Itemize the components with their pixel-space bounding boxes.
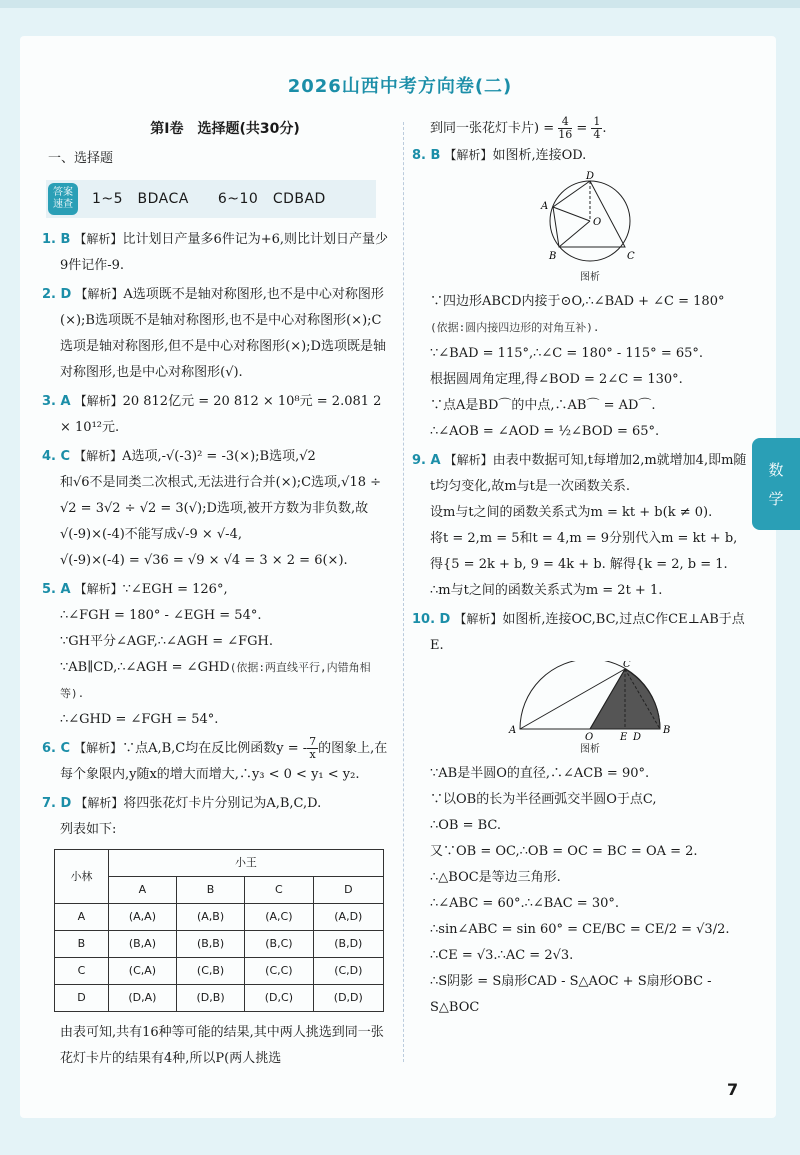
analysis-tag: 【解析】 [454, 612, 503, 626]
question-number: 2. D [42, 287, 72, 302]
table-cell: (A,C) [245, 904, 313, 931]
fraction-numerator: 7 [309, 735, 317, 748]
table-cell: (B,D) [313, 931, 383, 958]
table-cell: (A,A) [108, 904, 176, 931]
table-cell: (B,B) [176, 931, 244, 958]
row-header: B [55, 931, 109, 958]
question-number: 1. B [42, 232, 71, 247]
fraction [591, 116, 602, 141]
outcome-table [54, 849, 384, 1012]
paper-title: 2026山西中考方向卷(二) [287, 76, 513, 97]
question-number: 8. B [412, 148, 441, 163]
table-cell: (B,C) [245, 931, 313, 958]
step-3: 由表可知,共有16种等可能的结果,其中两人挑选到同一张花灯卡片的结果有4种,所以P(两人挑选 [60, 1025, 384, 1066]
label-c: C [623, 661, 631, 670]
step-5: ∴∠GHD = ∠FGH = 54°. [60, 712, 219, 727]
row-header: D [55, 985, 109, 1012]
table-top-header: 小王 [108, 850, 383, 877]
table-row [55, 985, 384, 1012]
circle-figure [430, 171, 750, 269]
row-header: A [55, 904, 109, 931]
step-5: ∴m与t之间的函数关系式为m = 2t + 1. [430, 583, 663, 598]
semicircle-figure [430, 661, 750, 741]
analysis-tag: 【解析】 [444, 453, 493, 467]
question-text-part1: ∵点A,B,C均在反比例函数y = - [122, 741, 308, 756]
equals-sign: = [572, 121, 592, 136]
table-cell: (D,C) [245, 985, 313, 1012]
question-number: 3. A [42, 394, 71, 409]
step-7: ∴∠ABC = 60°.∴∠BAC = 30°. [430, 896, 620, 911]
fraction-denominator: x [309, 748, 316, 761]
subject-tab-char-1: 数 [768, 461, 784, 479]
question-text-line1: A选项,-√(-3)² = -3(×);B选项,√2 [122, 449, 316, 464]
question-10 [412, 606, 750, 1021]
label-a: A [509, 725, 517, 736]
answer-key-box [46, 180, 376, 218]
table-col-header: B [176, 877, 244, 904]
table-cell: (C,A) [108, 958, 176, 985]
step-5: 又∵OB = OC,∴OB = OC = BC = OA = 2. [430, 844, 698, 859]
question-number: 7. D [42, 796, 72, 811]
question-text: A选项既不是轴对称图形,也不是中心对称图形(×);B选项既不是轴对称图形,也不是中心对称图形(×);C选项是轴对称图形,但不是中心对称图形(×);D选项既是轴对称图形,也是中心对称图形(√). [60, 287, 386, 380]
label-a: A [541, 201, 549, 212]
question-number: 5. A [42, 582, 71, 597]
question-number: 10. D [412, 612, 451, 627]
step-1: 如图析,连接OC,BC,过点C作CE⊥AB于点E. [430, 612, 745, 653]
label-d: D [586, 171, 595, 182]
table-cell: (A,B) [176, 904, 244, 931]
question-6 [42, 735, 390, 788]
step-3: ∵以OB的长为半径画弧交半圆O于点C, [430, 792, 657, 807]
figure-caption: 图析 [580, 272, 600, 283]
question-4 [42, 443, 390, 574]
table-row [55, 931, 384, 958]
analysis-tag: 【解析】 [74, 232, 123, 246]
step-1: ∵四边形ABCD内接于⊙O,∴∠BAD + ∠C = 180° [430, 294, 725, 309]
question-number: 6. C [42, 741, 71, 756]
step-3: 将t = 2,m = 5和t = 4,m = 9分别代入m = kt + b, [430, 531, 738, 546]
label-b: B [549, 251, 557, 262]
analysis-tag: 【解析】 [75, 796, 124, 810]
question-text-part2: 的图象上,在每个象限内,y随x的增大而增大,∴y₃ < 0 < y₁ < y₂. [60, 741, 388, 782]
question-text: 20 812亿元 = 20 812 × 10⁸元 = 2.081 2 × 10¹²元. [60, 394, 382, 435]
right-column [412, 115, 750, 1023]
step-1: 由表中数据可知,t每增加2,m就增加4,即m随t均匀变化,故m与t是一次函数关系. [430, 453, 747, 494]
step-2: 列表如下: [60, 822, 117, 837]
question-7 [42, 790, 390, 1072]
step-2: 设m与t之间的函数关系式为m = kt + b(k ≠ 0). [430, 505, 713, 520]
table-cell: (D,A) [108, 985, 176, 1012]
label-b: B [663, 725, 671, 736]
analysis-tag: 【解析】 [74, 449, 123, 463]
question-text: 比计划日产量多6件记为+6,则比计划日产量少9件记作-9. [60, 232, 389, 273]
step-2: ∵∠BAD = 115°,∴∠C = 180° - 115° = 65°. [430, 346, 704, 361]
semicircle-diagram [505, 661, 675, 741]
question-5 [42, 576, 390, 733]
table-col-header: A [108, 877, 176, 904]
step-1: 将四张花灯卡片分别记为A,B,C,D. [123, 796, 322, 811]
question-8 [412, 142, 750, 445]
period: . [602, 121, 607, 136]
step-8: ∴sin∠ABC = sin 60° = CE/BC = CE/2 = √3/2. [430, 922, 730, 937]
table-cell: (D,D) [313, 985, 383, 1012]
step-3: ∵GH平分∠AGF,∴∠AGH = ∠FGH. [60, 634, 273, 649]
table-row [55, 904, 384, 931]
handwritten-note: (依据:圆内接四边形的对角互补). [430, 321, 600, 334]
figure-caption: 图析 [580, 744, 600, 755]
fraction [558, 116, 572, 141]
question-1 [42, 226, 390, 279]
step-4: ∴OB = BC. [430, 818, 502, 833]
answer-key-tag [48, 183, 78, 215]
answer-key-tag-line1: 答案 [53, 187, 73, 198]
analysis-tag: 【解析】 [75, 287, 124, 301]
analysis-tag: 【解析】 [444, 148, 493, 162]
question-3 [42, 388, 390, 441]
question-7-continued [430, 116, 750, 142]
step-10: ∴S阴影 = S扇形CAD - S△AOC + S扇形OBC - S△BOC [430, 974, 712, 1015]
q7-cont-text: 到同一张花灯卡片) = [430, 121, 559, 136]
table-col-header: D [313, 877, 383, 904]
table-corner: 小林 [55, 850, 109, 904]
question-text-line3: √(-9)×(-4) = √36 = √9 × √4 = 3 × 2 = 6(×). [60, 553, 348, 568]
question-2 [42, 281, 390, 386]
table-cell: (C,D) [313, 958, 383, 985]
page-edge [0, 0, 800, 8]
question-number: 9. A [412, 453, 441, 468]
answer-key-text: 1~5 BDACA 6~10 CDBAD [92, 191, 326, 207]
question-number: 4. C [42, 449, 71, 464]
label-e: E [620, 732, 628, 741]
answer-key-tag-line2: 速查 [53, 199, 73, 210]
analysis-tag: 【解析】 [74, 582, 123, 596]
inscribed-quadrilateral-diagram [525, 171, 655, 269]
section-title: 第Ⅰ卷 选择题(共30分) [150, 121, 300, 137]
subject-tab[interactable] [752, 438, 800, 530]
table-cell: (B,A) [108, 931, 176, 958]
part-heading: 一、选择题 [48, 151, 114, 166]
analysis-tag: 【解析】 [74, 394, 123, 408]
fraction-denominator: 4 [593, 128, 601, 141]
segment-ao [553, 207, 590, 221]
label-d: D [633, 732, 642, 741]
step-6: ∴△BOC是等边三角形. [430, 870, 561, 885]
step-3: 根据圆周角定理,得∠BOD = 2∠C = 130°. [430, 372, 683, 387]
left-column [42, 116, 390, 1074]
question-text: 如图析,连接OD. [492, 148, 587, 163]
row-header: C [55, 958, 109, 985]
analysis-tag: 【解析】 [74, 741, 123, 755]
fraction-denominator: 16 [558, 128, 573, 141]
table-row [55, 958, 384, 985]
step-2: ∵AB是半圆O的直径,∴∠ACB = 90°. [430, 766, 650, 781]
page-number: 7 [727, 1080, 739, 1099]
step-4: ∵AB∥CD,∴∠AGH = ∠GHD [60, 660, 230, 675]
handwritten-note: (依据:两直线平行,内错角相等). [60, 661, 371, 700]
label-o: O [585, 732, 594, 741]
fraction-numerator: 1 [593, 115, 601, 128]
step-4: ∵点A是BD⌒的中点,∴AB⌒ = AD⌒. [430, 398, 656, 413]
subject-tab-char-2: 学 [768, 490, 784, 508]
question-9 [412, 447, 750, 604]
fraction [307, 736, 318, 761]
fraction-numerator: 4 [558, 116, 572, 129]
label-o: O [593, 217, 602, 228]
step-2: ∴∠FGH = 180° - ∠EGH = 54°. [60, 608, 262, 623]
question-text-line2: 和√6不是同类二次根式,无法进行合并(×);C选项,√18 ÷ √2 = 3√2 ÷ √2 = 3(√);D选项,被开方数为非负数,故√(-9)×(-4)不能写成√-9 × √-4, [60, 475, 382, 542]
table-col-header: C [245, 877, 313, 904]
label-c: C [627, 251, 635, 262]
table-cell: (C,C) [245, 958, 313, 985]
step-5: ∴∠AOB = ∠AOD = ½∠BOD = 65°. [430, 424, 660, 439]
step-4: 得{5 = 2k + b, 9 = 4k + b. 解得{k = 2, b = 1. [430, 557, 728, 572]
table-cell: (C,B) [176, 958, 244, 985]
segment-bo [559, 221, 590, 247]
column-divider [403, 122, 404, 1062]
table-cell: (A,D) [313, 904, 383, 931]
step-9: ∴CE = √3.∴AC = 2√3. [430, 948, 574, 963]
step-1: ∵∠EGH = 126°, [122, 582, 228, 597]
table-cell: (D,B) [176, 985, 244, 1012]
